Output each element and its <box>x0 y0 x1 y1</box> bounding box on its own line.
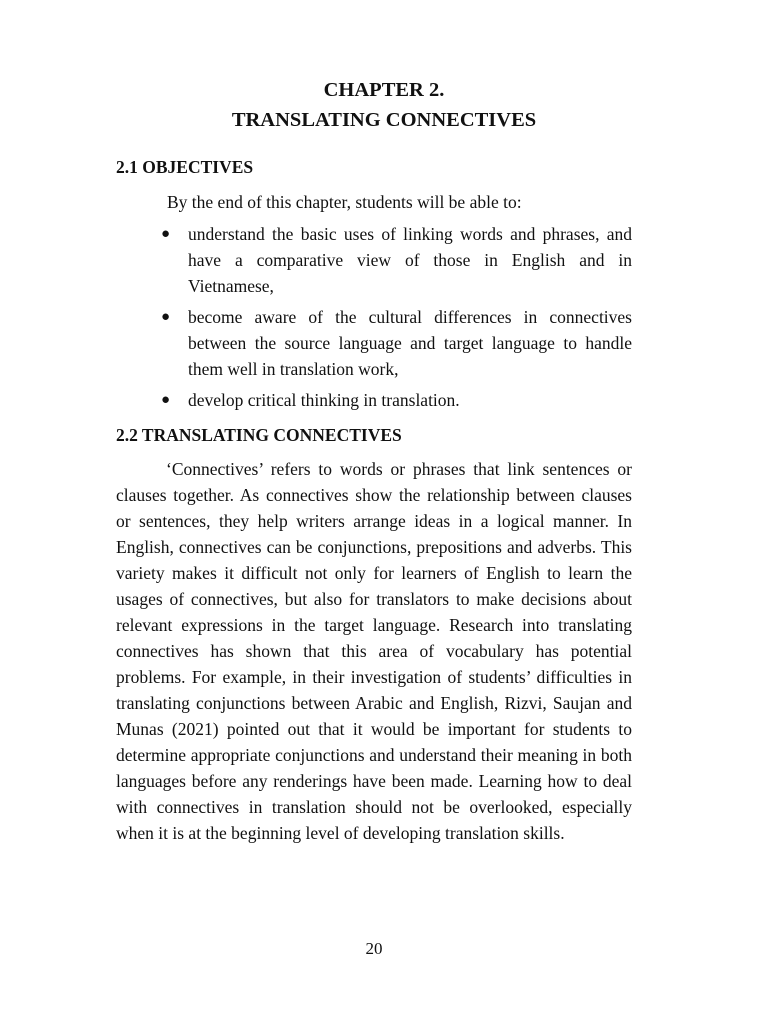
bullet-icon: ● <box>161 392 171 408</box>
bullet-icon: ● <box>161 309 171 325</box>
objective-text: understand the basic uses of linking words and phrases, and have a comparative view of those in English and in Vietnamese, <box>188 224 632 296</box>
chapter-title: TRANSLATING CONNECTIVES <box>231 109 537 131</box>
bullet-icon: ● <box>161 226 171 242</box>
objective-item <box>116 387 632 413</box>
section-heading-objectives: 2.1 OBJECTIVES <box>116 157 254 177</box>
objective-text: become aware of the cultural differences in connectives between the source language and target language to handle them well in translation work, <box>188 307 632 379</box>
objectives-intro: By the end of this chapter, students will be able to: <box>167 192 522 212</box>
chapter-number: CHAPTER 2. <box>323 79 445 101</box>
section-heading-translating-connectives: 2.2 TRANSLATING CONNECTIVES <box>116 425 402 445</box>
body-paragraph: ‘Connectives’ refers to words or phrases that link sentences or clauses together. As connectives show the relationship between clauses or sentences, they help writers arrange ideas in a logical manner. In English, connectives can be conjunctions, prepositions and adverbs. This variety makes it difficult not only for learners of English to learn the usages of connectives, but also for translators to make decisions about relevant expressions in the target language. Research into translating connectives has shown that this area of vocabulary has potential problems. For example, in their investigation of students’ difficulties in translating conjunctions between Arabic and English, Rizvi, Saujan and Munas (2021) pointed out that it would be important for students to determine appropriate conjunctions and understand their meaning in both languages before any renderings have been made. Learning how to deal with connectives in translation should not be overlooked, especially when it is at the beginning level of developing translation skills. <box>116 459 632 843</box>
objective-text: develop critical thinking in translation. <box>188 390 460 410</box>
objective-item <box>116 304 632 382</box>
objectives-list <box>116 221 632 418</box>
objective-item <box>116 221 632 299</box>
page-number: 20 <box>365 939 383 958</box>
